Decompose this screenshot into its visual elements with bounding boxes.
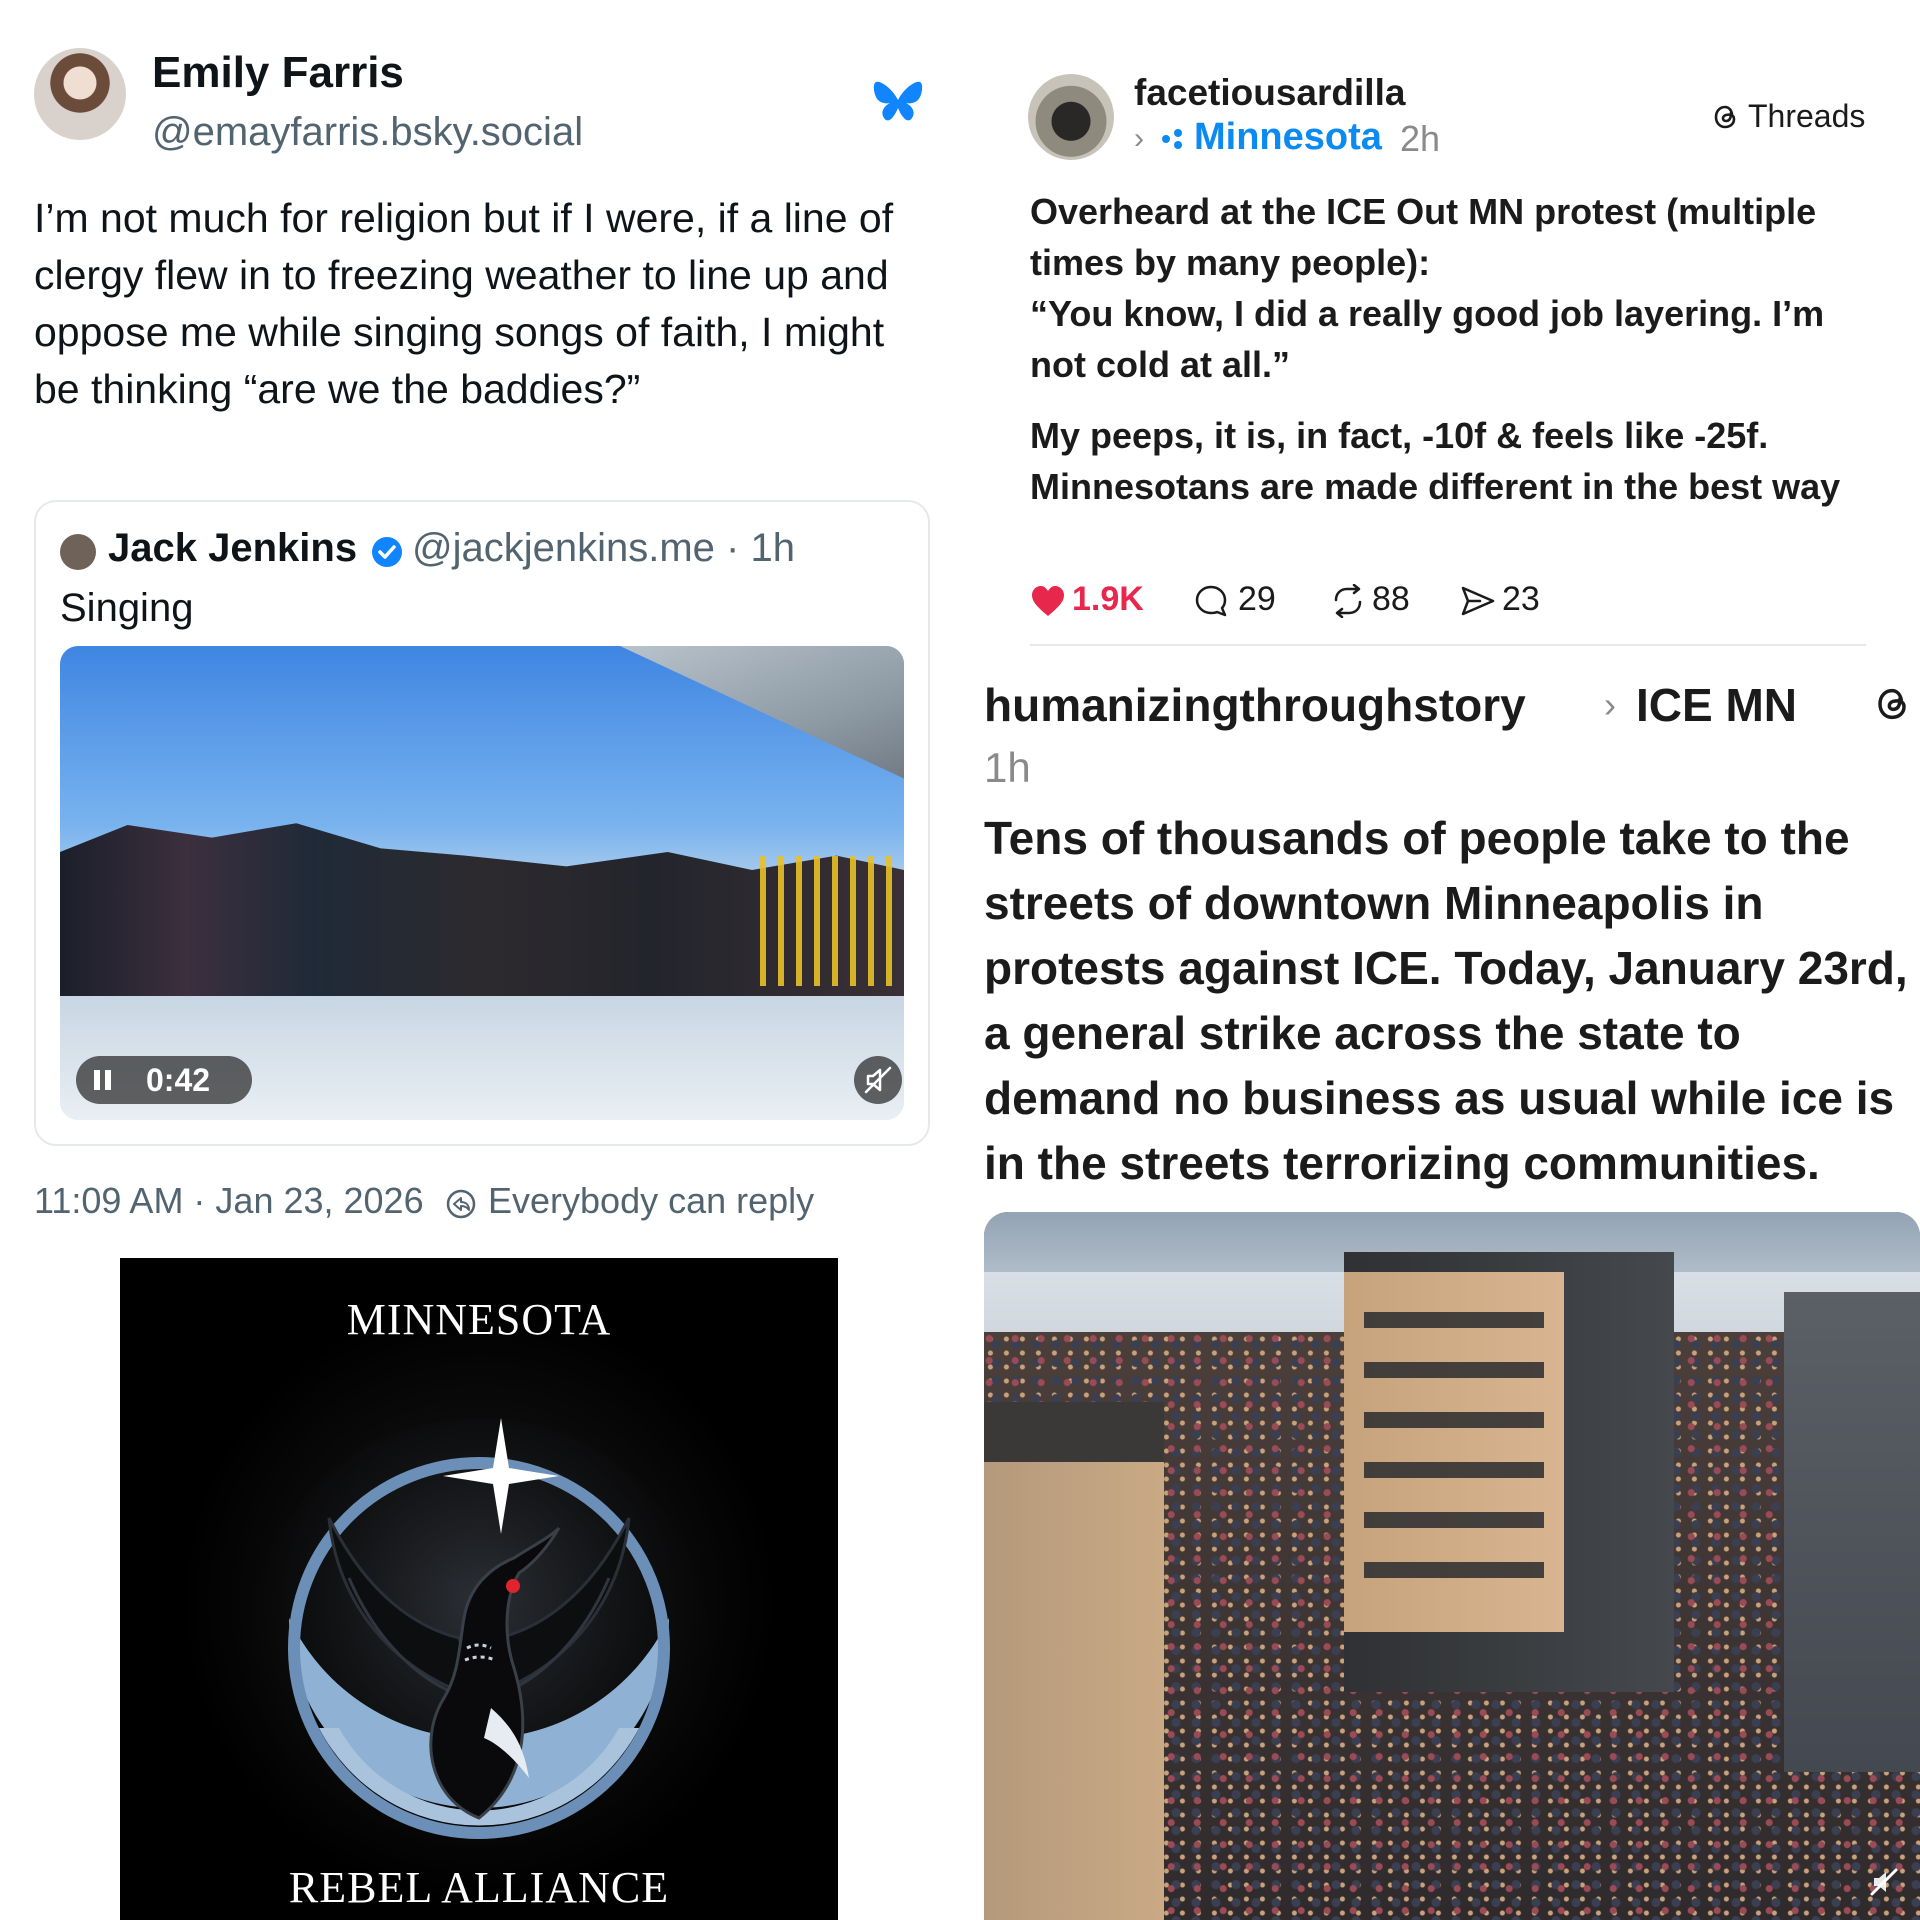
chevron-right-icon: ›: [1134, 122, 1144, 155]
threads-username-2[interactable]: humanizingthroughstory: [984, 679, 1526, 731]
share-count[interactable]: 23: [1502, 580, 1540, 618]
quoted-author-handle[interactable]: @jackjenkins.me · 1h: [412, 526, 795, 570]
photo-building-roof: [984, 1402, 1164, 1462]
quoted-video-player[interactable]: [60, 646, 904, 1120]
video-barricade: [760, 856, 904, 986]
share-send-icon[interactable]: [1460, 584, 1496, 618]
post-timestamp[interactable]: 11:09 AM · Jan 23, 2026: [34, 1180, 424, 1221]
comment-count[interactable]: 29: [1238, 580, 1276, 618]
bluesky-author-avatar[interactable]: [34, 48, 126, 140]
verified-badge-icon: [370, 535, 404, 569]
photo-building-left: [984, 1402, 1164, 1920]
video-canopy: [620, 646, 904, 786]
bluesky-author-handle[interactable]: @emayfarris.bsky.social: [152, 110, 584, 154]
like-heart-icon[interactable]: [1030, 584, 1066, 618]
threads-author-avatar[interactable]: [1028, 74, 1114, 160]
photo-building-right: [1784, 1292, 1920, 1772]
mute-icon[interactable]: [854, 1056, 902, 1104]
threads-logo-icon: [1872, 684, 1912, 724]
video-duration: 0:42: [146, 1062, 211, 1098]
repost-icon[interactable]: [1330, 584, 1366, 618]
quoted-author-avatar[interactable]: [60, 534, 96, 570]
bluesky-butterfly-icon: [872, 78, 924, 126]
rebel-image-title: MINNESOTA: [346, 1295, 612, 1344]
quoted-author-name[interactable]: Jack Jenkins: [108, 526, 358, 570]
threads-platform-label: Threads: [1748, 98, 1866, 134]
threads-logo-icon: [1710, 102, 1740, 132]
threads-topic-tag-2[interactable]: ICE MN: [1636, 679, 1797, 731]
like-count[interactable]: 1.9K: [1072, 580, 1144, 618]
topic-dots-icon: [1160, 126, 1186, 152]
threads-post-text-3: Tens of thousands of people take to the streets of downtown Minneapolis in protests against ICE. Today, January 23rd, a general strike across the state to demand no business as usual while ice is in the streets terrorizing communities.: [984, 812, 1908, 1189]
bluesky-post-text: I’m not much for religion but if I were, if a line of clergy flew in to freezing weather to line up and oppose me while singing songs of faith, I might be thinking “are we the baddies?”: [34, 195, 894, 412]
photo-building-windows: [1364, 1292, 1544, 1612]
threads-post-time-2: 1h: [984, 744, 1031, 791]
repost-count[interactable]: 88: [1372, 580, 1410, 618]
mute-icon[interactable]: [1864, 1862, 1904, 1902]
bluesky-author-name[interactable]: Emily Farris: [152, 48, 404, 97]
threads-post-time: 2h: [1400, 118, 1441, 159]
threads-topic-tag[interactable]: Minnesota: [1194, 116, 1382, 158]
loon-emblem-icon: [229, 1398, 729, 1858]
reply-setting-label[interactable]: Everybody can reply: [488, 1180, 815, 1221]
threads-post-text-1: Overheard at the ICE Out MN protest (multiple times by many people): “You know, I did a really good job layering. I’m not cold at all.”: [1030, 191, 1825, 385]
threads-username[interactable]: facetiousardilla: [1134, 72, 1406, 113]
rebel-image-footer: REBEL ALLIANCE: [288, 1863, 670, 1912]
post-divider: [1030, 644, 1866, 646]
protest-crowd-photo[interactable]: [984, 1212, 1920, 1920]
quoted-post-text: Singing: [60, 586, 194, 630]
threads-post-text-2: My peeps, it is, in fact, -10f & feels like -25f. Minnesotans are made different in the best way: [1030, 415, 1841, 507]
reply-settings-icon: [445, 1188, 477, 1220]
chevron-right-icon: ›: [1604, 684, 1616, 725]
rebel-alliance-image: [120, 1258, 838, 1920]
comment-icon[interactable]: [1194, 584, 1228, 618]
pause-icon[interactable]: [88, 1064, 118, 1096]
